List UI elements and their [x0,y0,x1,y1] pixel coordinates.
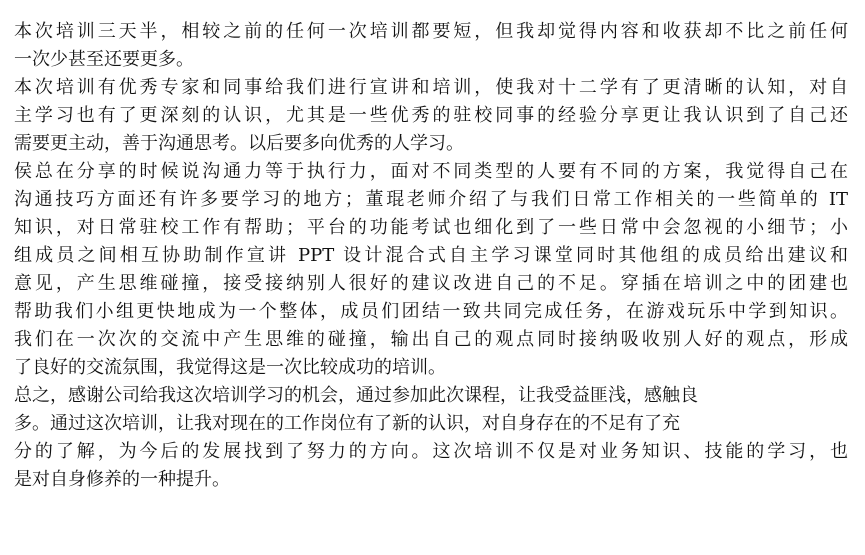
text-line: 意见，产生思维碰撞，接受接纳别人很好的建议改进自己的不足。穿插在培训之中的团建也 [14,273,848,294]
text-line: 分的了解，为今后的发展找到了努力的方向。这次培训不仅是对业务知识、技能的学习，也 [14,441,848,462]
text-line: 组成员之间相互协助制作宣讲 PPT 设计混合式自主学习课堂同时其他组的成员给出建议和 [14,245,848,266]
text-line: 本次培训有优秀专家和同事给我们进行宣讲和培训，使我对十二学有了更清晰的认知，对自 [14,77,848,98]
text-line: 是对自身修养的一种提升。 [14,469,230,490]
text-line: 帮助我们小组更快地成为一个整体，成员们团结一致共同完成任务，在游戏玩乐中学到知识。 [14,301,848,322]
paragraph [14,158,848,382]
text-line: 总之，感谢公司给我这次培训学习的机会，通过参加此次课程，让我受益匪浅，感触良 [14,385,698,406]
text-line: 知识，对日常驻校工作有帮助；平台的功能考试也细化到了一些日常中会忽视的小细节；小 [14,217,848,238]
text-line: 侯总在分享的时候说沟通力等于执行力，面对不同类型的人要有不同的方案，我觉得自己在 [14,161,848,182]
paragraph [14,382,848,494]
text-line: 多。通过这次培训，让我对现在的工作岗位有了新的认识，对自身存在的不足有了充 [14,413,680,434]
text-line: 我们在一次次的交流中产生思维的碰撞，输出自己的观点同时接纳吸收别人好的观点，形成 [14,329,848,350]
paragraph [14,74,848,158]
text-line: 需要更主动，善于沟通思考。以后要多向优秀的人学习。 [14,133,464,154]
document-body [14,18,848,494]
paragraph [14,18,848,74]
text-line: 了良好的交流氛围，我觉得这是一次比较成功的培训。 [14,357,446,378]
text-line: 沟通技巧方面还有许多要学习的地方；董琨老师介绍了与我们日常工作相关的一些简单的 IT [14,189,848,210]
text-line: 主学习也有了更深刻的认识，尤其是一些优秀的驻校同事的经验分享更让我认识到了自己还 [14,105,848,126]
text-line: 本次培训三天半，相较之前的任何一次培训都要短，但我却觉得内容和收获却不比之前任何 [14,21,848,42]
text-line: 一次少甚至还要更多。 [14,49,194,70]
